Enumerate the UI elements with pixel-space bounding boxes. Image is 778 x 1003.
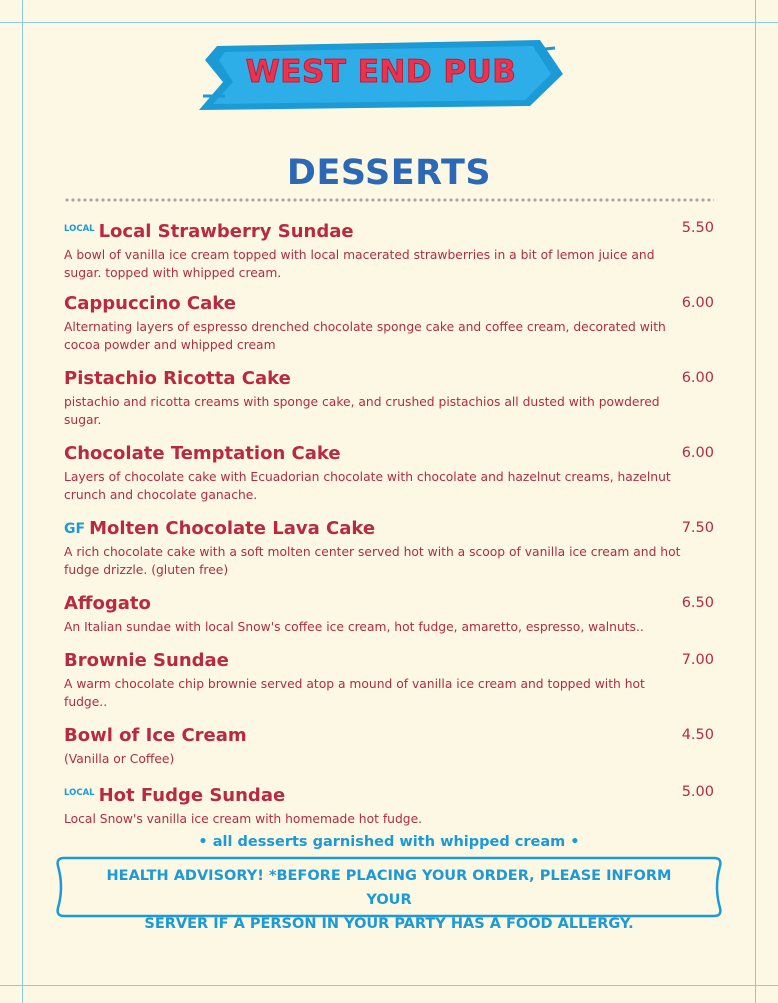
item-name: Local Strawberry Sundae	[98, 221, 354, 242]
guide-line	[0, 22, 778, 23]
item-name: Molten Chocolate Lava Cake	[89, 518, 376, 539]
item-description: Layers of chocolate cake with Ecuadorian chocolate with chocolate and hazelnut creams, hazelnut crunch and chocolate ganache.	[64, 470, 671, 502]
item-description: Alternating layers of espresso drenched chocolate sponge cake and coffee cream, decorated with cocoa powder and whipped cream	[64, 320, 666, 352]
item-price: 6.00	[681, 445, 714, 461]
item-description: A bowl of vanilla ice cream topped with local macerated strawberries in a bit of lemon juice and sugar. topped with whipped cream.	[64, 248, 655, 280]
menu-item	[64, 217, 716, 282]
item-price: 5.00	[681, 784, 714, 800]
menu-item	[64, 442, 716, 504]
menu-item	[64, 649, 716, 711]
item-name: Chocolate Temptation Cake	[64, 443, 341, 464]
item-name: Pistachio Ricotta Cake	[64, 368, 291, 389]
item-price: 4.50	[681, 727, 714, 743]
health-advisory	[54, 856, 724, 932]
menu-item	[64, 592, 716, 636]
menu-item	[64, 292, 716, 354]
menu-item	[64, 367, 716, 429]
item-description: Local Snow's vanilla ice cream with homemade hot fudge.	[64, 812, 423, 826]
menu-item	[64, 517, 716, 579]
guide-line	[22, 0, 23, 1003]
item-description: An Italian sundae with local Snow's coffee ice cream, hot fudge, amaretto, espresso, walnuts..	[64, 620, 644, 634]
item-price: 7.00	[681, 652, 714, 668]
menu-item	[64, 724, 716, 768]
item-price: 6.00	[681, 295, 714, 311]
item-description: A warm chocolate chip brownie served atop a mound of vanilla ice cream and topped with hot fudge..	[64, 677, 645, 709]
advisory-line-1: HEALTH ADVISORY! *BEFORE PLACING YOUR ORDER, PLEASE INFORM YOUR	[106, 868, 672, 908]
dotted-divider	[64, 197, 714, 203]
gluten-free-tag: GF	[64, 521, 86, 537]
item-price: 6.00	[681, 370, 714, 386]
item-price: 6.50	[681, 595, 714, 611]
local-tag: LOCAL	[64, 224, 95, 234]
item-name: Affogato	[64, 593, 151, 614]
local-tag: LOCAL	[64, 788, 95, 798]
item-description: pistachio and ricotta creams with sponge cake, and crushed pistachios all dusted with powdered sugar.	[64, 395, 660, 427]
item-name: Brownie Sundae	[64, 650, 229, 671]
menu-item	[64, 781, 716, 828]
advisory-line-2: SERVER IF A PERSON IN YOUR PARTY HAS A FOOD ALLERGY.	[144, 916, 634, 932]
item-price: 5.50	[681, 220, 714, 236]
garnish-note: • all desserts garnished with whipped cream •	[198, 834, 580, 850]
item-description: (Vanilla or Coffee)	[64, 752, 175, 766]
menu-title: DESSERTS	[286, 153, 492, 193]
item-name: Bowl of Ice Cream	[64, 725, 247, 746]
pub-name: WEST END PUB	[245, 54, 517, 90]
item-description: A rich chocolate cake with a soft molten center served hot with a scoop of vanilla ice cream and hot fudge drizzle. (gluten free)	[64, 545, 681, 577]
guide-line	[755, 0, 756, 1003]
guide-line	[0, 985, 778, 986]
item-name: Hot Fudge Sundae	[98, 785, 286, 806]
pub-logo	[195, 38, 567, 114]
item-price: 7.50	[681, 520, 714, 536]
item-name: Cappuccino Cake	[64, 293, 236, 314]
